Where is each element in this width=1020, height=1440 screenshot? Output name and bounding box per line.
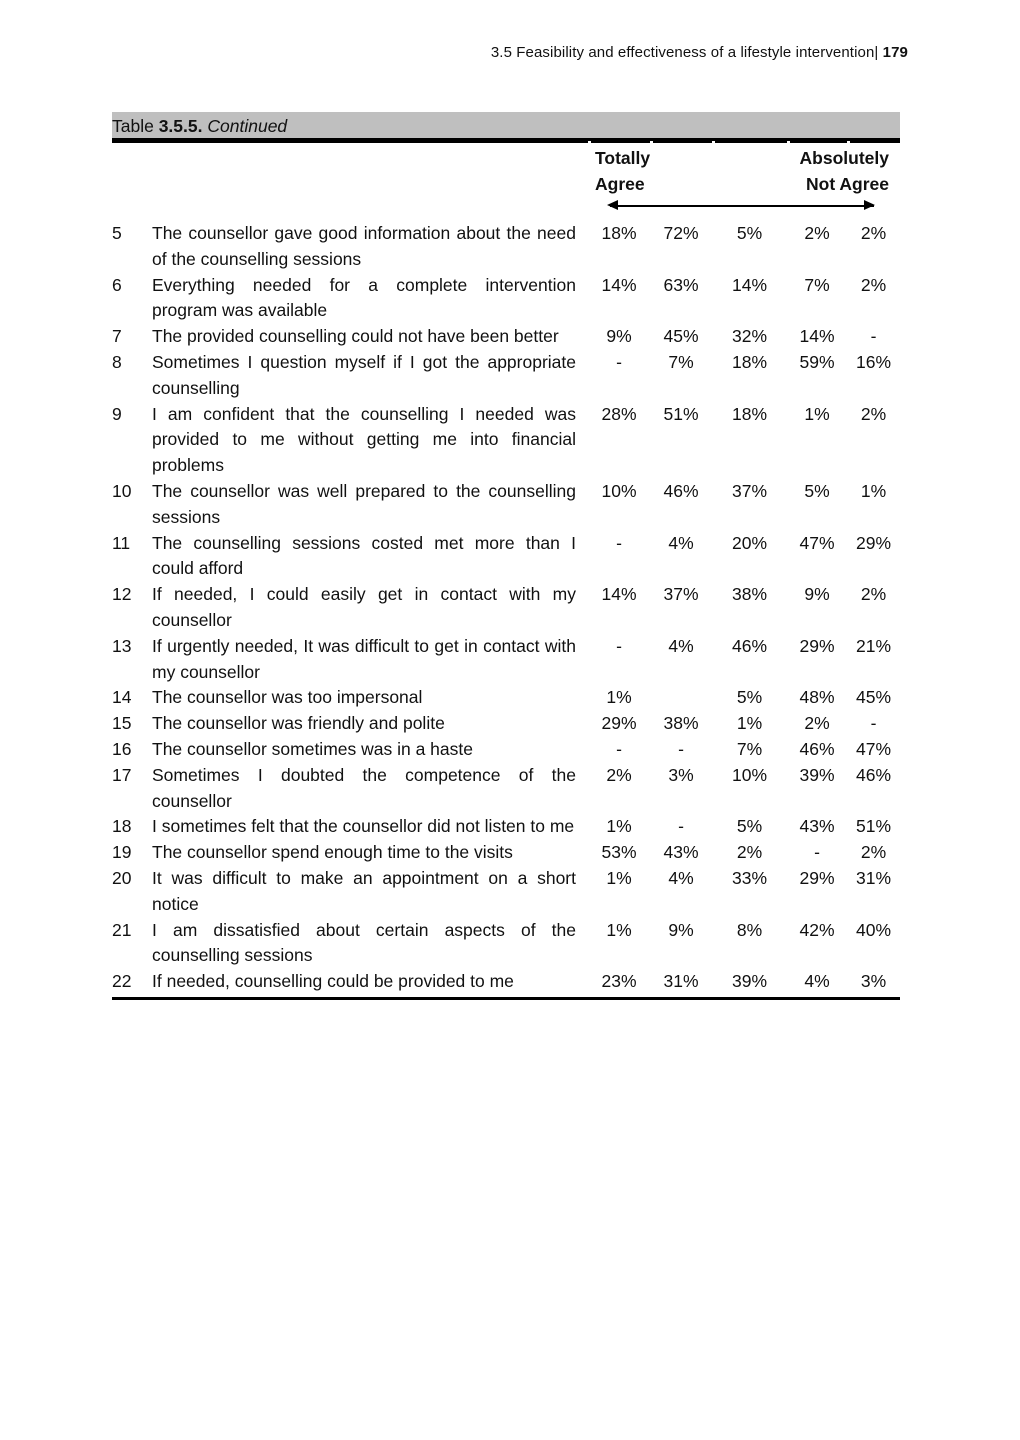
- row-value-4: 42%: [799, 919, 835, 940]
- table-row: [112, 634, 900, 686]
- row-statement: If needed, I could easily get in contact with my counsellor: [152, 584, 576, 630]
- row-value-4: -: [814, 842, 820, 863]
- row-value-5: 3%: [860, 971, 887, 992]
- table-row: [112, 350, 900, 402]
- row-value-3: 10%: [731, 764, 768, 785]
- row-value-3: 1%: [736, 713, 763, 734]
- header-totally-agree: [595, 145, 650, 197]
- row-statement: If needed, counselling could be provided to me: [152, 971, 514, 992]
- row-statement: The counselling sessions costed met more than I could afford: [152, 532, 576, 579]
- row-value-5: 47%: [855, 738, 892, 759]
- row-value-3: 46%: [731, 635, 768, 656]
- row-value-2: -: [678, 738, 684, 759]
- table-row: [112, 814, 900, 840]
- caption-number: 3.5.5.: [158, 116, 203, 136]
- row-number: 22: [112, 971, 132, 992]
- row-value-2: 4%: [668, 867, 694, 888]
- row-value-2: 31%: [663, 971, 699, 992]
- scale-arrow-line: [610, 205, 874, 207]
- row-value-4: 43%: [799, 816, 835, 837]
- row-value-4: 29%: [799, 867, 835, 888]
- table-row: [112, 273, 900, 325]
- page-number: 179: [882, 44, 908, 61]
- row-value-3: 33%: [731, 867, 768, 888]
- row-value-5: 31%: [855, 867, 892, 888]
- row-number: 10: [112, 480, 132, 501]
- row-value-3: 7%: [736, 738, 763, 759]
- row-value-2: 3%: [668, 764, 694, 785]
- row-value-4: 4%: [804, 971, 830, 992]
- row-statement: Sometimes I question myself if I got the appropriate counselling: [152, 351, 576, 398]
- row-value-1: 2%: [606, 764, 632, 785]
- header-left-line2: Agree: [595, 174, 645, 194]
- row-value-4: 5%: [804, 480, 830, 501]
- row-statement: The counsellor sometimes was in a haste: [152, 738, 473, 759]
- row-value-5: 1%: [860, 480, 887, 501]
- table-row: [112, 685, 900, 711]
- table-row: [112, 531, 900, 583]
- row-statement: Everything needed for a complete intervention program was available: [152, 274, 576, 321]
- header-right-line2: Not Agree: [806, 174, 889, 194]
- row-value-3: 38%: [731, 584, 768, 605]
- row-value-2: 45%: [663, 326, 699, 347]
- row-statement: The counsellor was well prepared to the counselling sessions: [152, 480, 576, 527]
- row-value-5: 2%: [860, 842, 887, 863]
- table-row: [112, 221, 900, 273]
- header-rule-segment: [790, 141, 847, 143]
- row-value-5: 46%: [855, 764, 892, 785]
- row-value-5: 2%: [860, 223, 887, 243]
- row-statement: The counsellor spend enough time to the visits: [152, 842, 513, 863]
- row-value-3: 8%: [736, 919, 763, 940]
- row-statement: I am dissatisfied about certain aspects of the counselling sessions: [152, 919, 576, 966]
- row-value-5: 2%: [860, 584, 887, 605]
- row-value-4: 1%: [804, 403, 830, 424]
- row-value-3: 32%: [731, 326, 768, 347]
- table-bottom-rule: [112, 997, 900, 1004]
- row-value-4: 2%: [804, 713, 830, 734]
- table-row: [112, 324, 900, 350]
- table-header: [112, 141, 900, 221]
- row-number: 6: [112, 274, 122, 295]
- row-value-5: 2%: [860, 403, 887, 424]
- caption-suffix: Continued: [207, 116, 288, 136]
- table-caption: [112, 112, 900, 141]
- table-body: [112, 221, 900, 995]
- table-row: [112, 969, 900, 995]
- row-value-2: 4%: [668, 532, 694, 553]
- row-value-3: 5%: [736, 223, 763, 243]
- row-value-1: -: [616, 738, 622, 759]
- row-value-4: 7%: [804, 274, 830, 295]
- row-value-1: 29%: [601, 713, 637, 734]
- table-row: [112, 866, 900, 918]
- row-value-1: 1%: [606, 687, 632, 708]
- row-value-1: 14%: [601, 584, 637, 605]
- row-value-5: -: [870, 326, 877, 347]
- table-row: [112, 402, 900, 479]
- row-value-2: 43%: [663, 842, 699, 863]
- row-value-1: -: [616, 635, 622, 656]
- row-value-5: 2%: [860, 274, 887, 295]
- row-value-5: -: [870, 713, 877, 734]
- row-value-3: 18%: [731, 351, 768, 372]
- row-statement: The provided counselling could not have been better: [152, 326, 559, 347]
- header-rule-segment: [653, 141, 712, 143]
- row-number: 7: [112, 326, 122, 347]
- row-value-1: 14%: [601, 274, 637, 295]
- row-number: 20: [112, 867, 132, 888]
- row-number: 16: [112, 738, 132, 759]
- running-head: [491, 44, 908, 61]
- row-value-4: 2%: [804, 223, 830, 243]
- row-number: 12: [112, 584, 132, 605]
- row-number: 13: [112, 635, 132, 656]
- row-value-3: 37%: [731, 480, 768, 501]
- row-value-5: 21%: [855, 635, 892, 656]
- row-value-1: 18%: [601, 223, 637, 243]
- header-rule-segment: [112, 141, 588, 143]
- row-value-2: [650, 685, 712, 711]
- row-statement: I sometimes felt that the counsellor did not listen to me: [152, 816, 575, 837]
- row-value-2: 7%: [668, 351, 694, 372]
- row-statement: The counsellor gave good information about the need of the counselling sessions: [152, 223, 576, 269]
- row-value-1: -: [616, 351, 622, 372]
- row-number: 21: [112, 919, 132, 940]
- row-value-1: 23%: [601, 971, 637, 992]
- row-value-5: 29%: [855, 532, 892, 553]
- row-number: 15: [112, 713, 132, 734]
- table-row: [112, 763, 900, 815]
- table-row: [112, 737, 900, 763]
- row-value-2: 4%: [668, 635, 694, 656]
- header-absolutely-not-agree: [800, 145, 889, 197]
- row-statement: It was difficult to make an appointment on a short notice: [152, 867, 576, 914]
- row-value-1: 53%: [601, 842, 637, 863]
- row-value-3: 5%: [736, 816, 763, 837]
- row-value-4: 46%: [799, 738, 835, 759]
- row-number: 8: [112, 351, 122, 372]
- row-value-3: 39%: [731, 971, 768, 992]
- table-row: [112, 479, 900, 531]
- header-left-line1: Totally: [595, 148, 651, 168]
- row-value-2: 63%: [663, 274, 699, 295]
- arrow-right-icon: [864, 200, 875, 210]
- table-row: [112, 840, 900, 866]
- row-value-4: 29%: [799, 635, 835, 656]
- row-statement: I am confident that the counselling I needed was provided to me without getting me into financial problems: [152, 403, 576, 476]
- row-value-3: 5%: [736, 687, 763, 708]
- row-value-3: 14%: [731, 274, 768, 295]
- row-value-4: 48%: [799, 687, 835, 708]
- row-number: 14: [112, 687, 132, 708]
- row-value-2: 72%: [663, 223, 699, 243]
- table-row: [112, 711, 900, 737]
- row-value-1: -: [616, 532, 622, 553]
- row-value-1: 1%: [606, 816, 632, 837]
- row-statement: If urgently needed, It was difficult to get in contact with my counsellor: [152, 635, 576, 682]
- row-value-3: 2%: [736, 842, 763, 863]
- row-value-2: 37%: [663, 584, 699, 605]
- row-number: 11: [112, 532, 131, 553]
- row-value-2: 38%: [663, 713, 699, 734]
- row-statement: Sometimes I doubted the competence of the counsellor: [152, 764, 576, 811]
- row-number: 19: [112, 842, 132, 863]
- row-number: 17: [112, 764, 132, 785]
- header-rule-segment: [715, 141, 787, 143]
- row-value-4: 39%: [799, 764, 835, 785]
- row-number: 9: [112, 403, 122, 424]
- row-value-4: 47%: [799, 532, 835, 553]
- row-value-1: 9%: [606, 326, 632, 347]
- row-value-4: 14%: [799, 326, 835, 347]
- row-value-2: 51%: [663, 403, 699, 424]
- row-value-3: 20%: [731, 532, 768, 553]
- running-head-title: 3.5 Feasibility and effectiveness of a lifestyle intervention|: [490, 44, 879, 61]
- row-number: 18: [112, 816, 132, 837]
- row-value-1: 10%: [601, 480, 637, 501]
- row-value-5: 51%: [855, 816, 892, 837]
- row-value-1: 28%: [601, 403, 637, 424]
- table-row: [112, 918, 900, 970]
- row-value-2: 9%: [668, 919, 694, 940]
- table-row: [112, 582, 900, 634]
- header-right-line1: Absolutely: [799, 148, 889, 168]
- row-value-5: 16%: [855, 351, 892, 372]
- row-statement: The counsellor was too impersonal: [152, 687, 423, 708]
- survey-table: [112, 112, 900, 1004]
- row-value-4: 59%: [799, 351, 835, 372]
- row-value-1: 1%: [606, 867, 632, 888]
- row-value-2: 46%: [663, 480, 699, 501]
- row-value-4: 9%: [804, 584, 830, 605]
- header-rule-segment: [591, 141, 650, 143]
- header-rule-segment: [850, 141, 900, 143]
- row-statement: The counsellor was friendly and polite: [152, 713, 445, 734]
- row-number: 5: [112, 223, 122, 243]
- row-value-3: 18%: [731, 403, 768, 424]
- row-value-5: 45%: [855, 687, 892, 708]
- row-value-2: -: [678, 816, 684, 837]
- caption-prefix: Table: [112, 116, 159, 136]
- row-value-1: 1%: [606, 919, 632, 940]
- row-value-5: 40%: [855, 919, 892, 940]
